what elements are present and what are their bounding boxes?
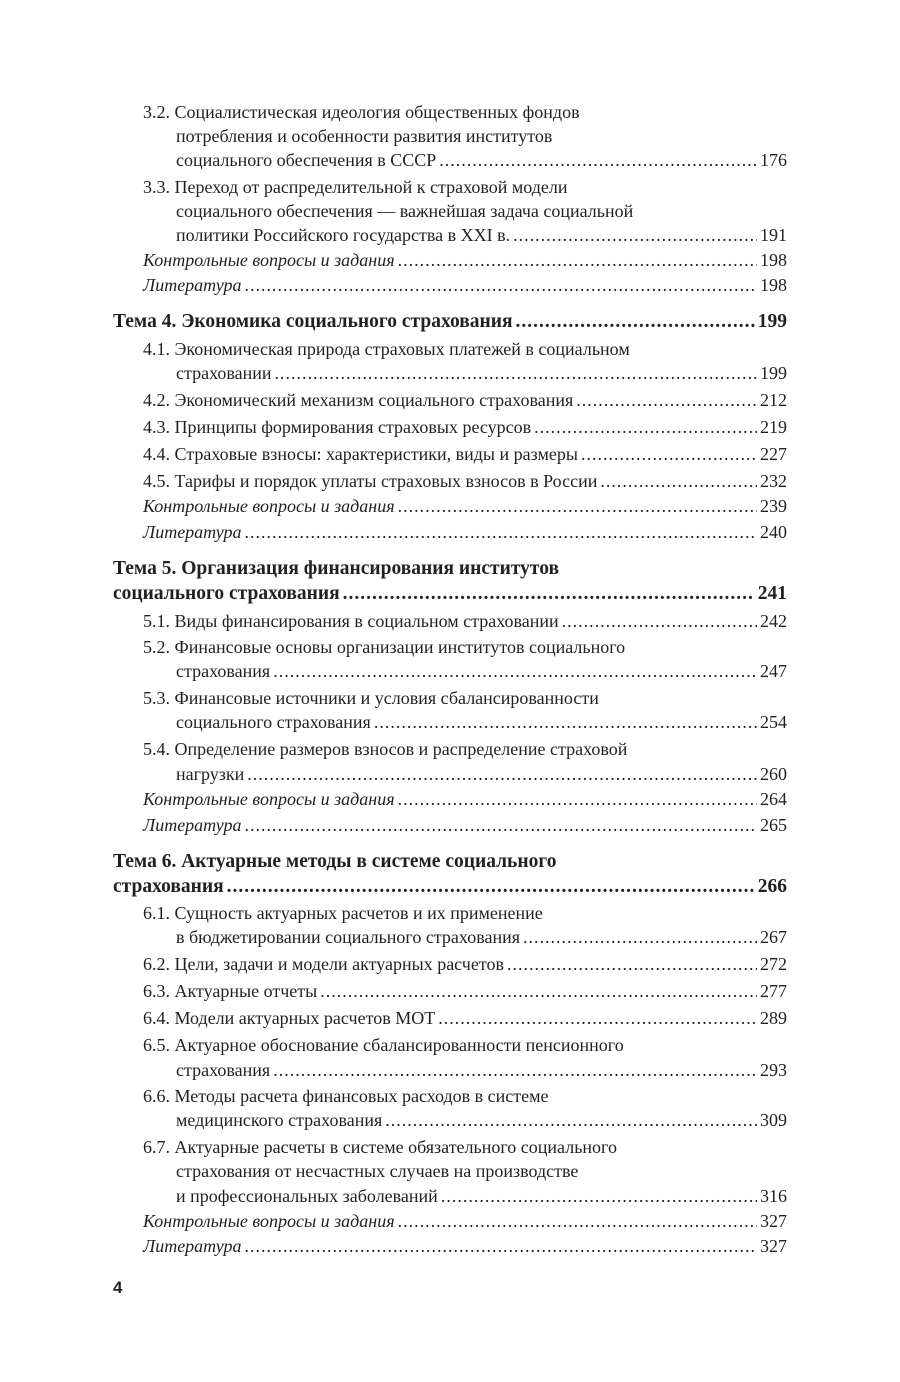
toc-entry-text: 4.1. Экономическая природа страховых платежей в социальном [143,339,630,359]
dot-leader [320,979,757,1004]
toc-entry-text: медицинского страхования [176,1110,383,1130]
toc-line [143,1209,787,1234]
toc-entry-text: 6.7. Актуарные расчеты в системе обязательного социального [143,1137,617,1157]
dot-leader [398,1209,757,1234]
dot-leader [513,223,757,248]
toc-entry-text: Тема 5. Организация финансирования институтов [113,558,560,579]
dot-leader [441,1184,757,1209]
toc-line [143,609,787,634]
dot-leader [581,442,757,467]
dot-leader [244,813,757,838]
toc-line [143,1135,617,1160]
toc-line [143,979,787,1004]
toc-page-number: 212 [760,390,787,410]
toc-entry-text: Контрольные вопросы и задания [143,1211,395,1231]
toc-entry-text: 4.3. Принципы формирования страховых ресурсов [143,417,532,437]
dot-leader [523,925,757,950]
toc-page-number: 260 [760,764,787,784]
toc-line [143,1033,624,1058]
dot-leader [398,787,757,812]
toc-entry-text: 4.4. Страховые взносы: характеристики, виды и размеры [143,444,578,464]
toc-line [143,787,787,812]
dot-leader [275,361,757,386]
toc-line [143,248,787,273]
toc-page-number: 293 [760,1060,787,1080]
toc-line [143,273,787,298]
toc-page-number: 327 [760,1211,787,1231]
toc-line [113,849,556,874]
dot-leader [244,1234,757,1259]
toc-page-number: 198 [760,275,787,295]
toc-line [176,361,787,386]
toc-page-number: 277 [760,981,787,1001]
toc-entry-text: социального страхования [176,712,371,732]
toc-entry-text: Тема 4. Экономика социального страхования [113,311,513,332]
toc-entry-text: 6.1. Сущность актуарных расчетов и их применение [143,903,543,923]
toc-line [113,581,787,606]
dot-leader [516,309,755,334]
toc-line [176,762,787,787]
toc-page-number: 191 [760,225,787,245]
toc-line [113,309,787,334]
dot-leader [438,1006,757,1031]
toc-line [143,442,787,467]
toc-line [143,952,787,977]
toc-entry-text: и профессиональных заболеваний [176,1186,438,1206]
toc-entry-text: страховании [176,363,272,383]
toc-page-number: 309 [760,1110,787,1130]
page-number: 4 [113,1278,123,1297]
toc-entry-text: социального обеспечения — важнейшая задача социальной [176,201,634,221]
toc-line [143,635,625,660]
toc-line [176,925,787,950]
toc-entry-text: Литература [143,815,242,835]
toc-page-number: 242 [760,611,787,631]
toc-entry-text: 6.6. Методы расчета финансовых расходов в системе [143,1086,549,1106]
toc-line [176,1058,787,1083]
toc-page-number: 316 [760,1186,787,1206]
toc-entry-text: 3.2. Социалистическая идеология общественных фондов [143,102,580,122]
toc-line [143,415,787,440]
dot-leader [227,874,755,899]
toc-page-number: 247 [760,661,787,681]
toc-entry-text: 6.5. Актуарное обоснование сбалансированности пенсионного [143,1035,624,1055]
dot-leader [343,581,755,606]
toc-entry-text: в бюджетировании социального страхования [176,927,521,947]
toc-line [176,710,787,735]
toc-line [143,388,787,413]
toc-line [143,175,568,200]
toc-entry-text: 6.3. Актуарные отчеты [143,981,318,1001]
dot-leader [439,148,757,173]
toc-entry-text: Контрольные вопросы и задания [143,789,395,809]
dot-leader [600,469,757,494]
dot-leader [562,609,757,634]
toc-line [143,686,599,711]
toc-page-number: 241 [757,583,787,604]
toc-line [143,494,787,519]
toc-entry-text: Тема 6. Актуарные методы в системе социального [113,851,557,872]
toc-line [143,337,630,362]
toc-page-number: 289 [760,1008,787,1028]
toc-line [113,874,787,899]
toc-entry-text: страхования [176,1060,271,1080]
toc-entry-text: социального страхования [113,583,340,604]
toc-entry-text: политики Российского государства в XXI в. [176,225,511,245]
dot-leader [385,1108,757,1133]
dot-leader [398,248,757,273]
toc-page-number: 232 [760,471,787,491]
toc-entry-text: нагрузки [176,764,245,784]
toc-entry-text: страхования от несчастных случаев на производстве [176,1161,579,1181]
toc-line [143,813,787,838]
dot-leader [244,273,757,298]
toc-page-number: 239 [760,496,787,516]
toc-entry-text: 3.3. Переход от распределительной к страховой модели [143,177,568,197]
toc-page-number: 272 [760,954,787,974]
toc-entry-text: 6.2. Цели, задачи и модели актуарных расчетов [143,954,504,974]
dot-leader [244,520,757,545]
toc-page-number: 267 [760,927,787,947]
toc-entry-text: 5.3. Финансовые источники и условия сбалансированности [143,688,599,708]
toc-line [143,100,580,125]
toc-line [176,659,787,684]
dot-leader [576,388,757,413]
toc-line [143,1006,787,1031]
toc-entry-text: Литература [143,275,242,295]
toc-entry-text: Контрольные вопросы и задания [143,250,395,270]
toc-entry-text: 5.2. Финансовые основы организации институтов социального [143,637,626,657]
toc-line [176,1108,787,1133]
toc-entry-text: Литература [143,1236,242,1256]
toc-page-number: 266 [757,876,787,897]
toc-entry-text: Литература [143,522,242,542]
toc-page-number: 265 [760,815,787,835]
toc-page-number: 227 [760,444,787,464]
toc-entry-text: 4.2. Экономический механизм социального страхования [143,390,574,410]
dot-leader [507,952,757,977]
toc-entry-text: Контрольные вопросы и задания [143,496,395,516]
dot-leader [398,494,757,519]
dot-leader [273,1058,757,1083]
dot-leader [247,762,757,787]
toc-page-number: 199 [757,311,787,332]
toc-page-number: 327 [760,1236,787,1256]
toc-page-number: 176 [760,150,787,170]
toc-entry-text: 6.4. Модели актуарных расчетов МОТ [143,1008,436,1028]
toc-entry-text: 5.1. Виды финансирования в социальном страховании [143,611,559,631]
toc-line [143,1084,549,1109]
toc-line [143,469,787,494]
toc-line [143,901,543,926]
toc-entry-text: социального обеспечения в СССР [176,150,437,170]
toc-page-number: 254 [760,712,787,732]
toc-line [143,737,627,762]
toc-page-number: 198 [760,250,787,270]
toc-page-number: 219 [760,417,787,437]
toc-line [176,1184,787,1209]
dot-leader [374,710,757,735]
toc-line [143,1234,787,1259]
toc-entry-text: 5.4. Определение размеров взносов и распределение страховой [143,739,628,759]
toc-entry-text: страхования [176,661,271,681]
toc-line [176,148,787,173]
toc-page-number: 240 [760,522,787,542]
toc-page-number: 264 [760,789,787,809]
toc-line [113,556,559,581]
toc-line [176,199,633,224]
toc-entry-text: 4.5. Тарифы и порядок уплаты страховых взносов в России [143,471,598,491]
toc-entry-text: страхования [113,876,224,897]
dot-leader [273,659,757,684]
toc-entry-text: потребления и особенности развития институтов [176,126,553,146]
dot-leader [534,415,757,440]
toc-page-number: 199 [760,363,787,383]
toc-line [176,124,552,149]
toc-line [143,520,787,545]
toc-line [176,223,787,248]
toc-line [176,1159,578,1184]
